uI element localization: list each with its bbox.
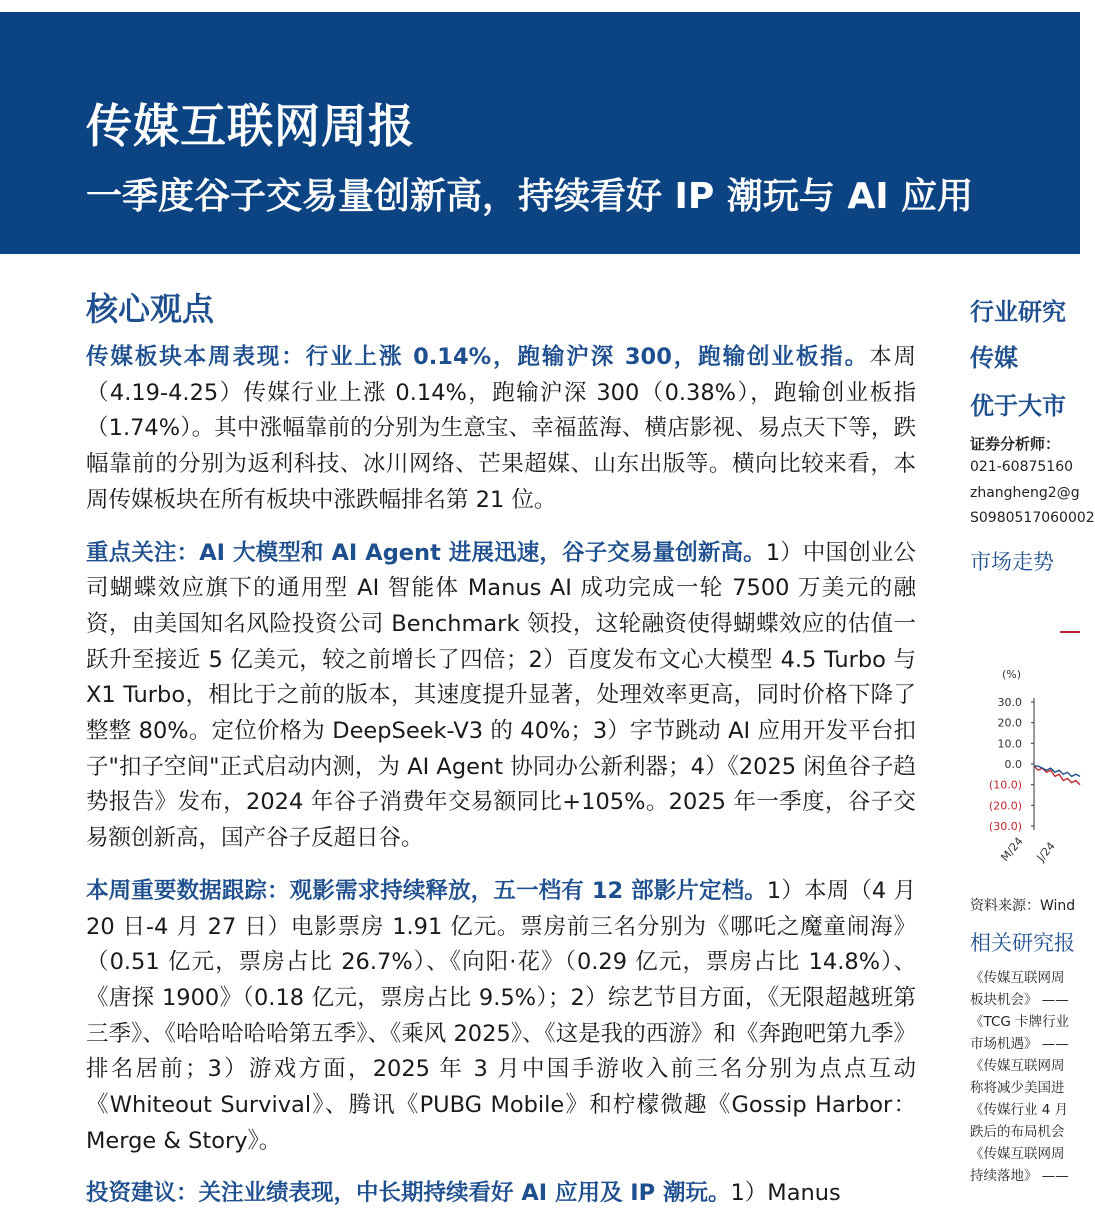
- x-tick-label: J/24: [1034, 839, 1058, 864]
- y-tick-label: 10.0: [997, 737, 1022, 751]
- paragraph-body: 1）Manus: [730, 1180, 841, 1207]
- related-title: 相关研究报: [970, 931, 1075, 955]
- analyst-phone: 021-60875160: [970, 459, 1074, 475]
- y-tick-label: (30.0): [988, 820, 1022, 833]
- paragraph-key-focus: [86, 536, 916, 857]
- paragraph-heading: 重点关注：AI 大模型和 AI Agent 进展迅速，谷子交易量创新高。: [86, 539, 766, 566]
- paragraph-data-tracking: [86, 874, 916, 1160]
- paragraph-heading: 传媒板块本周表现：行业上涨 0.14%，跑输沪深 300，跑输创业板指。: [86, 344, 870, 370]
- paragraph-body: 1）本周（4 月 20 日-4 月 27 日）电影票房 1.91 亿元。票房前三名分别为《哪吒之魔童闹海》（0.51 亿元，票房占比 26.7%）、《向阳·花》（0.29 亿元，票房占比 14.8%）、《唐探 1900》（0.18 亿元，票房占比 9.5%）；2）综艺节目方面，《无限超越班第三季》、《哈哈哈哈哈第五季》、《乘风 2025》、《这是我的西游》和《奔跑吧第九季》排名居前；3）游戏方面，2025 年 3 月中国手游收入前三名分别为点点互动《Whiteout Survival》、腾讯《PUBG Mobile》和柠檬微趣《Gossip Harbor：Merge & Story》。: [86, 877, 916, 1154]
- y-tick-label: 0.0: [1004, 758, 1022, 771]
- market-trend-chart: [970, 660, 1080, 880]
- core-view-heading: 核心观点: [86, 290, 215, 328]
- related-report-line[interactable]: 称将减少美国进: [970, 1080, 1065, 1096]
- main-content: [86, 340, 916, 1229]
- paragraph-heading: 投资建议：关注业绩表现，中长期持续看好 AI 应用及 IP 潮玩。: [86, 1180, 731, 1207]
- sidebar: [970, 0, 1095, 1220]
- related-report-line[interactable]: 《传媒互联网周: [970, 1146, 1065, 1162]
- header-banner: [0, 12, 1080, 254]
- rating-label: 优于大市: [970, 392, 1066, 420]
- x-tick-label: M/24: [998, 834, 1026, 864]
- paragraph-body: 1）中国创业公司蝴蝶效应旗下的通用型 AI 智能体 Manus AI 成功完成一轮 7500 万美元的融资，由美国知名风险投资公司 Benchmark 领投，这轮融资使得蝴蝶效应的估值一跃升至接近 5 亿美元，较之前增长了四倍；2）百度发布文心大模型 4.5 Turbo 与 X1 Turbo，相比于之前的版本，其速度提升显著，处理效率更高，同时价格下降了整整 80%。定位价格为 DeepSeek-V3 的 40%；3）字节跳动 AI 应用开发平台扣子"扣子空间"正式启动内测，为 AI Agent 协同办公新利器；4）《2025 闲鱼谷子趋势报告》发布，2024 年谷子消费年交易额同比+105%。2025 年一季度，谷子交易额创新高，国产谷子反超日谷。: [86, 539, 916, 852]
- paragraph-sector-performance: [86, 340, 916, 519]
- report-subtitle: 一季度谷子交易量创新高，持续看好 IP 潮玩与 AI 应用: [86, 176, 974, 217]
- related-report-line[interactable]: 持续落地》 ——: [970, 1168, 1069, 1184]
- related-report-line[interactable]: 《传媒行业 4 月: [970, 1102, 1069, 1118]
- y-tick-label: (20.0): [988, 799, 1022, 813]
- paragraph-body: 本周（4.19-4.25）传媒行业上涨 0.14%，跑输沪深 300（0.38%），跑输创业板指（1.74%）。其中涨幅靠前的分别为生意宝、幸福蓝海、横店影视、易点天下等，跌幅靠前的分别为返利科技、冰川网络、芒果超媒、山东出版等。横向比较来看，本周传媒板块在所有板块中涨跌幅排名第 21 位。: [86, 344, 916, 513]
- y-tick-label: 20.0: [997, 716, 1022, 730]
- related-report-line[interactable]: 跌后的布局机会: [970, 1124, 1065, 1140]
- y-tick-label: (10.0): [988, 778, 1022, 792]
- paragraph-heading: 本周重要数据跟踪：观影需求持续释放，五一档有 12 部影片定档。: [86, 877, 767, 904]
- analyst-email[interactable]: zhangheng2@g: [970, 485, 1080, 501]
- report-title: 传媒互联网周报: [86, 99, 415, 153]
- chart-source: 资料来源：Wind: [970, 898, 1076, 914]
- sector-label: 传媒: [970, 344, 1018, 372]
- paragraph-investment-advice: [86, 1176, 916, 1212]
- related-report-line[interactable]: 《传媒互联网周: [970, 1058, 1065, 1074]
- trend-title: 市场走势: [970, 550, 1054, 574]
- related-report-line[interactable]: 板块机会》 ——: [970, 992, 1069, 1008]
- analyst-label: 证券分析师：: [970, 435, 1061, 453]
- y-tick-label: 30.0: [997, 696, 1022, 709]
- related-report-line[interactable]: 《TCG 卡牌行业: [970, 1014, 1070, 1030]
- y-unit-label: (%): [1002, 668, 1022, 681]
- analyst-cert: S0980517060002: [970, 510, 1095, 526]
- related-report-line[interactable]: 市场机遇》 ——: [970, 1036, 1069, 1052]
- industry-label: 行业研究: [970, 298, 1066, 326]
- related-report-line[interactable]: 《传媒互联网周: [970, 970, 1065, 986]
